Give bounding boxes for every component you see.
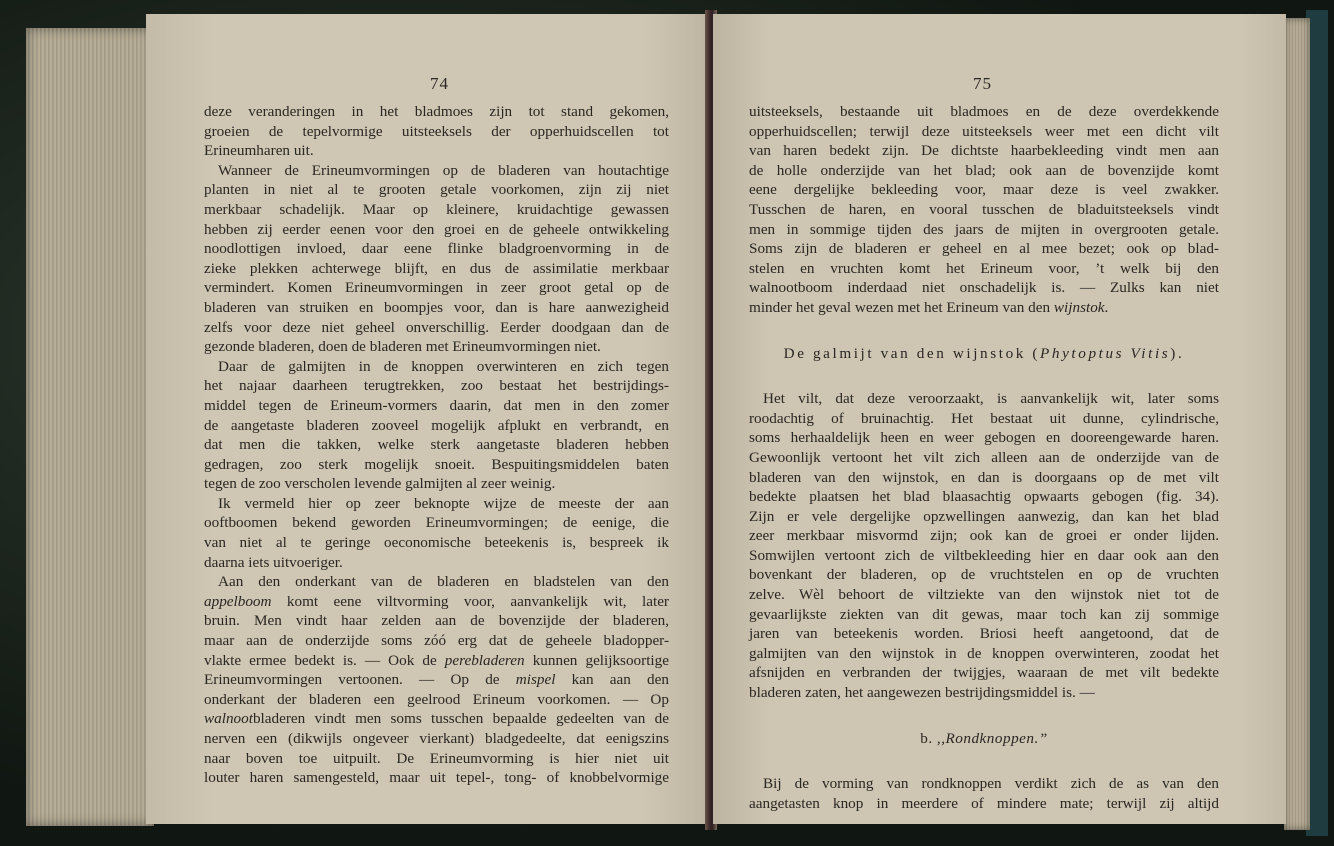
text-line: bruin. Men vindt haar zelden aan de bovenzijde der bladeren, — [204, 612, 669, 630]
text-line: vermindert. Komen Erineumvormingen in zeer groot getal op de — [204, 279, 669, 297]
text-line: middel tegen de Erineum-vormers daarin, dat men in den zomer — [204, 396, 669, 414]
text-line: gezonde bladeren, doen de bladeren met Erineumvormingen niet. — [204, 338, 601, 356]
text-line: bladeren van struiken en boompjes voor, dan is hare aanwezigheid — [204, 298, 669, 316]
text-line: soms herhaaldelijk heen en weer gebogen en dooreengewarde haren. — [749, 429, 1219, 447]
text-line: zeer merkbaar misvormd zijn; ook kan de groei er onder lijden. — [749, 527, 1219, 545]
text-run: kan aan den — [555, 671, 669, 689]
section-heading — [749, 344, 1219, 364]
text-line: van niet al te geringe oeconomische beteekenis is, bespreek ik — [204, 534, 669, 552]
text-line: noodlottigen invloed, daar eene flinke bladgroenvorming in de — [204, 240, 669, 258]
text-line — [204, 592, 669, 612]
text-line: gedragen, zoo sterk mogelijk snoeit. Bespuitingsmiddelen baten — [204, 455, 669, 473]
text-line: Bij de vorming van rondknoppen verdikt zich de as van den — [763, 775, 1219, 793]
text-run: Erineumvormingen vertoonen. — Op de — [204, 671, 516, 689]
text-line: de aangetaste bladeren zooveel mogelijk afplukt en verbrandt, en — [204, 416, 669, 434]
italic-term: perebladeren — [444, 651, 525, 669]
text-line: van haren bedekt zijn. De dichtste haarbekleeding vindt men aan — [749, 142, 1219, 160]
text-line: Tusschen de haren, en vooral tusschen de bladuitsteeksels vindt — [749, 200, 1219, 218]
text-line: planten in niet al te grooten getale voorkomen, zijn zij niet — [204, 181, 669, 199]
text-line: Het vilt, dat deze veroorzaakt, is aanvankelijk wit, later soms — [763, 390, 1219, 408]
text-line: ooftboomen bekend geworden Erineumvormingen; de eenige, die — [204, 514, 669, 532]
left-page-text — [204, 102, 669, 788]
text-line: uitsteeksels, bestaande uit bladmoes en de deze overdekkende — [749, 103, 1219, 120]
text-run: . — [1104, 298, 1109, 316]
text-line: Zijn er vele dergelijke opzwellingen aanwezig, dan kan het blad — [749, 507, 1219, 525]
text-line: Somwijlen vertoont zich de viltbekleeding hier en daar ook aan den — [749, 546, 1219, 564]
text-line: groeien de tepelvormige uitsteeksels der opperhuidscellen tot — [204, 122, 669, 140]
text-line: aangetasten knop in meerdere of mindere mate; terwijl zij altijd — [749, 794, 1219, 812]
italic-term: wijnstok — [1053, 298, 1105, 316]
text-line: Aan den onderkant van de bladeren en bladstelen van den — [218, 573, 669, 591]
page-number: 75 — [973, 74, 992, 93]
text-line: gevaarlijkste ziekten van dit gewas, maar toch kan zij sommige — [749, 605, 1219, 623]
text-line — [204, 651, 669, 671]
text-line: tegen de zoo verscholen levende galmijten al zeer weinig. — [204, 475, 556, 493]
text-line: zelfs voor deze niet geheel onverschillig. Eerder doodgaan dan de — [204, 318, 669, 336]
text-line: Ik vermeld hier op zeer beknopte wijze de meeste der aan — [218, 494, 669, 512]
page-edges-left — [26, 28, 154, 826]
text-line: men in sommige tijden des jaars de mijten in overgrooten getale. — [749, 220, 1219, 238]
page-edges-right — [1284, 18, 1310, 830]
text-run: kunnen gelijksoortige — [524, 651, 669, 669]
text-line: nerven een (dikwijls ongeveer vierkant) bladgedeelte, dat eenigszins — [204, 730, 669, 747]
text-line: zelve. Wèl behoort de viltziekte van den wijnstok niet tot de — [749, 586, 1219, 604]
text-line: Soms zijn de bladeren er geheel en al mee bezet; ook op blad- — [749, 240, 1219, 258]
text-line: opperhuidscellen; terwijl deze uitsteeksels weer met een dicht vilt — [749, 122, 1219, 140]
italic-term: mispel — [515, 671, 556, 689]
text-line: Wanneer de Erineumvormingen op de bladeren van houtachtige — [218, 161, 669, 179]
left-page — [146, 14, 709, 824]
text-line: afsnijden en verbranden der twijgjes, waaraan de met vilt bedekte — [749, 664, 1219, 682]
italic-term: appelboom — [204, 592, 272, 610]
heading-text: De galmijt van den wijnstok ( — [783, 344, 1041, 362]
text-run: bladeren vindt men soms tusschen bepaalde gedeelten van de — [252, 710, 669, 728]
subsection-letter: b. — [920, 729, 937, 747]
text-run: vlakte ermee bedekt is. — Ook de — [204, 651, 445, 669]
text-line: maar aan de onderzijde soms zóó erg dat de geheele bladopper- — [204, 632, 669, 650]
text-line: roodachtig of bruinachtig. Het bestaat uit dunne, cylindrische, — [749, 409, 1219, 427]
text-line: zieke plekken achterwege blijft, en dus de assimilatie merkbaar — [204, 259, 669, 277]
text-line: hebben zij eerder eenen voor den groei en de geheele ontwikkeling — [204, 220, 669, 238]
heading-italic-name: Phytoptus Vitis — [1040, 344, 1171, 362]
text-line — [204, 709, 669, 729]
text-line: naar boven toe uitpuilt. De Erineumvorming is hier niet uit — [204, 749, 669, 767]
text-line: onderkant der bladeren een geelrood Erineum voorkomen. — Op — [204, 690, 669, 708]
text-line: bladeren zaten, het aangewezen bestrijdingsmiddel is. — — [749, 684, 1095, 702]
text-line: bedekte plaatsen het blad blaasachtig opwaarts gebogen (fig. 34). — [749, 488, 1219, 506]
text-line: het najaar daarheen terugtrekken, zoo bestaat het bestrijdings- — [204, 377, 669, 395]
text-line: galmijten van den wijnstok in de knoppen overwinteren, zoodat het — [749, 644, 1219, 662]
text-line: daarna iets uitvoeriger. — [204, 553, 343, 571]
text-line: walnootboom inderdaad niet onschadelijk is. — Zulks kan niet — [749, 279, 1219, 297]
text-line: bladeren van den wijnstok, en dan is doorgaans op de met vilt — [749, 468, 1219, 486]
italic-term: walnoot — [204, 710, 253, 728]
text-line: louter haren samengesteld, maar uit tepel-, tong- of knobbelvormige — [204, 769, 669, 787]
right-page-text — [749, 102, 1219, 813]
text-run: komt eene viltvorming voor, aanvankelijk wit, later — [271, 592, 669, 610]
text-line: dat men die takken, welke sterk aangetaste bladeren hebben — [204, 436, 669, 454]
text-line — [749, 298, 1219, 318]
subsection-title: ,,Rondknoppen.” — [936, 729, 1048, 747]
text-line: jaren van beteekenis worden. Briosi heeft aangetoond, dat de — [749, 625, 1219, 643]
text-line: Daar de galmijten in de knoppen overwinteren en zich tegen — [218, 357, 669, 375]
text-line: stelen en vruchten komt het Erineum voor, ’t welk bij den — [749, 259, 1219, 277]
right-page — [713, 14, 1286, 824]
text-run: minder het geval wezen met het Erineum van den — [749, 298, 1054, 316]
page-number: 74 — [430, 74, 449, 93]
text-line: Erineumharen uit. — [204, 142, 314, 160]
text-line: merkbaar schadelijk. Maar op kleinere, kruidachtige gewassen — [204, 200, 669, 218]
subsection-heading — [749, 729, 1219, 749]
heading-close: ). — [1170, 344, 1185, 362]
text-line: deze veranderingen in het bladmoes zijn tot stand gekomen, — [204, 103, 669, 120]
text-line: de holle onderzijde van het blad; ook aan de bovenzijde komt — [749, 161, 1219, 179]
text-line: bovenkant der bladeren, op de vruchtstelen en op de vruchten — [749, 566, 1219, 584]
text-line: eene dergelijke bekleeding voor, maar deze is veel zwakker. — [749, 181, 1219, 199]
text-line: Gewoonlijk vertoont het vilt zich alleen aan de onderzijde van de — [749, 448, 1219, 466]
text-line — [204, 670, 669, 690]
